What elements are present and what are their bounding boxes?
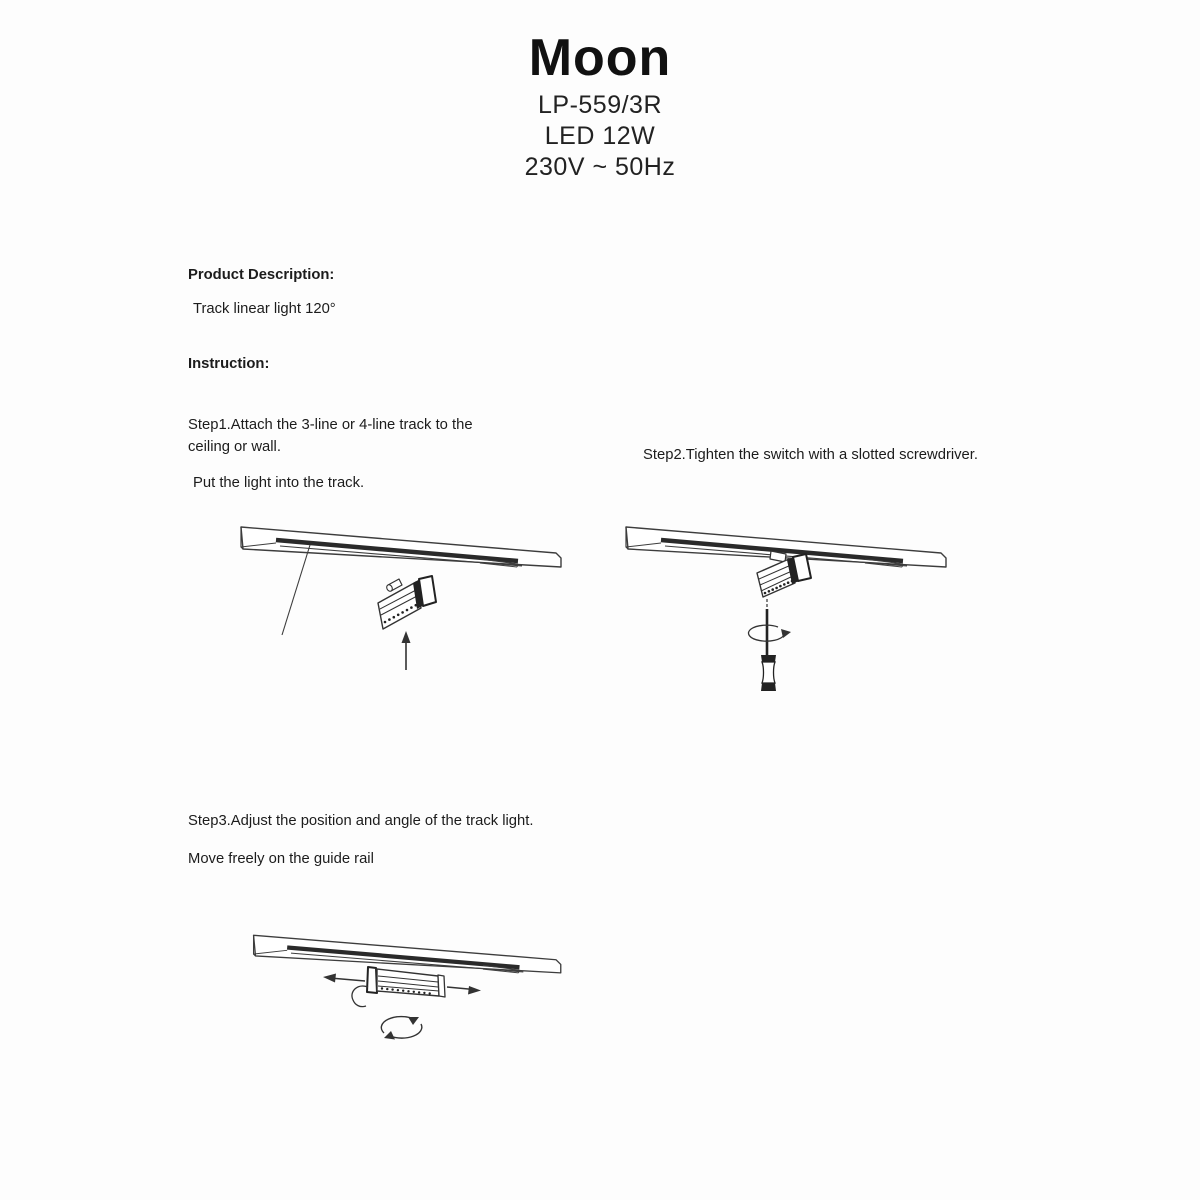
step1-line2: ceiling or wall. — [188, 438, 281, 455]
step3-note: Move freely on the guide rail — [188, 851, 374, 867]
step3-text: Step3.Adjust the position and angle of the track light. — [188, 813, 534, 829]
slide-left-arrow — [323, 974, 365, 983]
pivot-hook-curve — [352, 986, 368, 1007]
model-number: LP-559/3R — [537, 91, 663, 119]
lamp-spec: LED 12W — [544, 122, 656, 150]
product-description-text: Track linear light 120° — [193, 301, 336, 317]
track-light-fixture-mounted — [757, 551, 811, 597]
step1-note: Put the light into the track. — [193, 475, 365, 491]
title-block — [0, 30, 1200, 183]
voltage-spec: 230V ~ 50Hz — [524, 153, 676, 181]
rotate-arrows — [381, 1017, 421, 1040]
track-light-fixture — [378, 576, 436, 629]
step1-text — [188, 415, 473, 458]
figure-step1-insert-light — [230, 515, 580, 685]
step1-line1: Step1.Attach the 3-line or 4-line track to the — [188, 417, 473, 433]
leader-line — [282, 545, 310, 635]
instruction-heading: Instruction: — [188, 356, 270, 372]
figure-step3-adjust-light — [245, 925, 580, 1055]
step2-text: Step2.Tighten the switch with a slotted screwdriver. — [643, 447, 979, 463]
insert-up-arrow — [402, 631, 411, 670]
product-name: Moon — [528, 29, 672, 87]
product-description-heading: Product Description: — [188, 267, 335, 283]
figure-step2-tighten-switch — [615, 515, 960, 700]
slotted-screwdriver — [748, 599, 791, 691]
track-light-fixture-sliding — [367, 967, 445, 997]
slide-right-arrow — [447, 986, 481, 995]
